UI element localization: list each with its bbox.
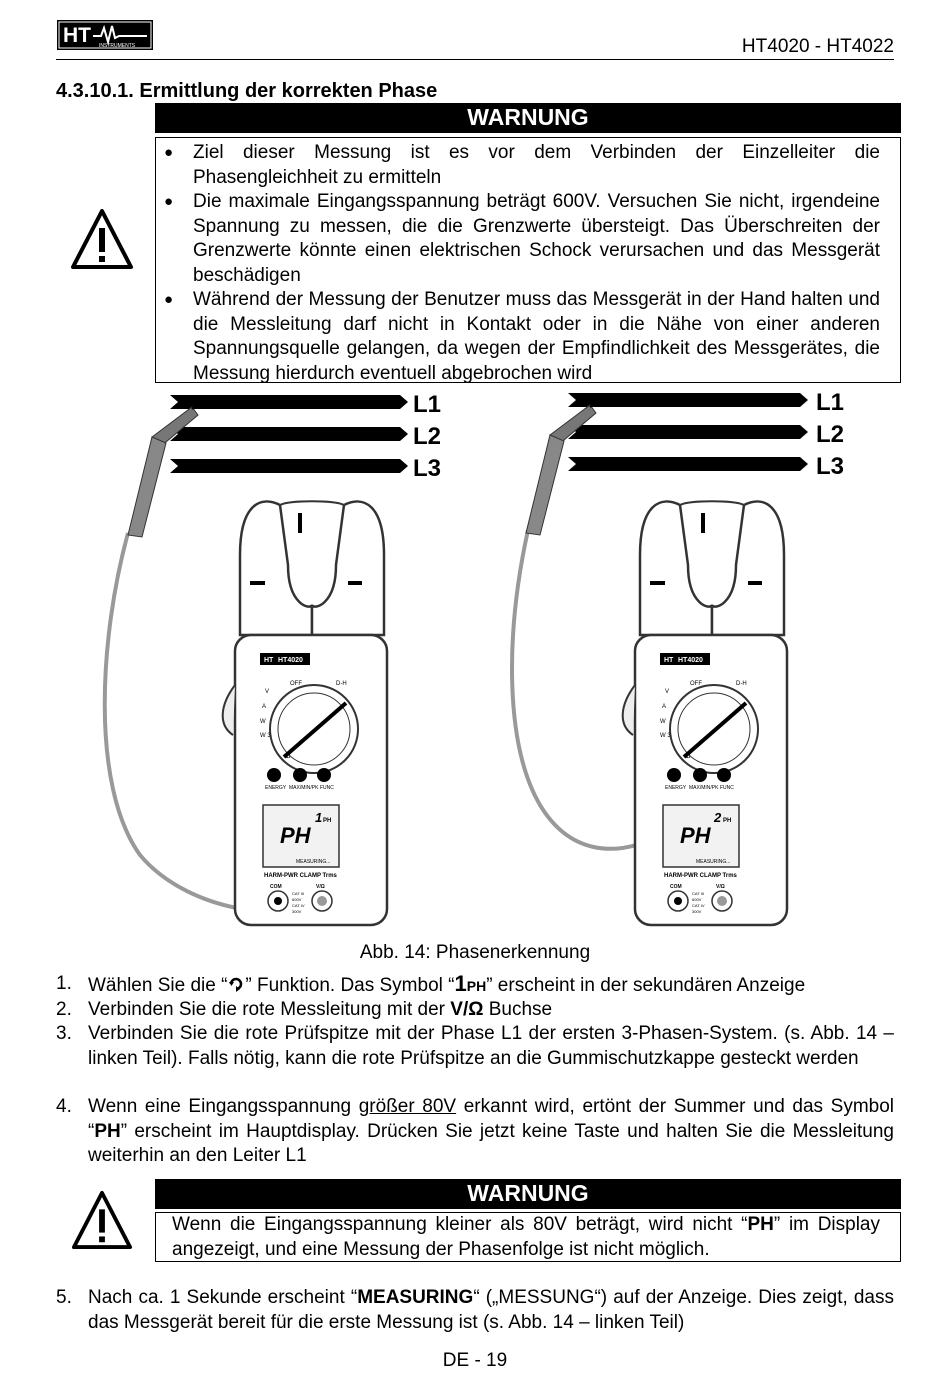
jack-label: V/Ω bbox=[316, 884, 325, 890]
meter-brand: HT bbox=[664, 657, 674, 664]
warning-triangle-icon bbox=[70, 208, 134, 270]
warning-title: WARNUNG bbox=[155, 103, 901, 133]
phase-label: L1 bbox=[413, 391, 442, 418]
clamp-meter-right bbox=[623, 501, 787, 925]
clamp-meter-left bbox=[223, 501, 387, 925]
dial-label: D-H bbox=[736, 681, 747, 687]
dial-label: A bbox=[662, 704, 667, 710]
lcd-main: PH bbox=[680, 823, 711, 848]
warning-triangle-icon bbox=[70, 1190, 134, 1250]
dial-label: W 3 bbox=[660, 733, 671, 739]
jack-label: COM bbox=[270, 884, 282, 890]
warning-title: WARNUNG bbox=[155, 1179, 901, 1209]
rating-label: 600V bbox=[692, 897, 702, 902]
dial-label: D-H bbox=[336, 681, 347, 687]
page-number: DE - 19 bbox=[442, 1350, 508, 1371]
rating-label: 300V bbox=[292, 909, 302, 914]
warning-box: ● Ziel dieser Messung ist es vor dem Verbinden der Einzelleiter die Phasengleichheit zu ermitteln ● Die maximale Eingangsspannung beträgt 600V. Versuchen Sie nicht, irgendeine Spannung zu messen, die die Grenzwerte übersteigt. Das Überschreiten der Grenzwerte könnte einen elektrischen Schock verursachen und das Messgerät beschädigen ● Während der Messung der Benutzer muss das Messgerät in der Hand halten und die Messleitung darf nicht in Kontakt oder in die Nähe von einer anderen Spannungsquelle gelangen, da wegen der Empfindlichkeit des Messgerätes, die Messung hierdurch eventuell abgebrochen wird bbox=[155, 137, 901, 383]
step-number: 2. bbox=[56, 999, 72, 1020]
dial-label: Ω bbox=[286, 754, 291, 760]
button-label: MAX/MIN/PK bbox=[689, 785, 719, 791]
warning-bullet: Ziel dieser Messung ist es vor dem Verbinden der Einzelleiter die Phasengleichheit zu ermitteln bbox=[193, 142, 880, 188]
section-title: 4.3.10.1. Ermittlung der korrekten Phase bbox=[56, 80, 438, 102]
dial-label: OFF bbox=[290, 681, 302, 687]
jack-label: V/Ω bbox=[716, 884, 725, 890]
logo-sub: INSTRUMENTS bbox=[99, 43, 136, 49]
button-label: ENERGY bbox=[265, 785, 287, 791]
step-2: 2. Verbinden Sie die rote Messleitung mit der V/Ω Buchse bbox=[56, 998, 894, 1023]
step-number: 5. bbox=[56, 1287, 72, 1308]
step-number: 3. bbox=[56, 1023, 72, 1044]
lcd-sub-num: 2 bbox=[714, 810, 722, 825]
phase-label: L2 bbox=[816, 421, 845, 448]
rating-label: 300V bbox=[692, 909, 702, 914]
symbol-unit: PH bbox=[466, 978, 487, 994]
step-4: 4. Wenn eine Eingangsspannung größer 80V erkannt wird, ertönt der Summer und das Symbol “PH” erscheint im Hauptdisplay. Drücken Sie jetzt keine Taste und halten Sie die Messleitung weiterhin an den Leiter L1 bbox=[56, 1096, 895, 1166]
phase-label: L3 bbox=[816, 453, 845, 480]
lcd-sub-unit: PH bbox=[723, 818, 732, 824]
header-rule bbox=[56, 59, 894, 60]
rating-label: CAT IV bbox=[692, 903, 705, 908]
conductors-right bbox=[568, 389, 844, 480]
symbol-num: 1 bbox=[454, 971, 467, 996]
warning-bullet: Die maximale Eingangsspannung beträgt 600V. Versuchen Sie nicht, irgendeine Spannung zu messen, die die Grenzwerte übersteigt. Das Überschreiten der Grenzwerte könnte einen elektrischen Schock verursachen und das Messgerät beschädigen bbox=[193, 191, 880, 286]
lcd-sub-num: 1 bbox=[315, 810, 323, 825]
meter-footer: HARM-PWR CLAMP Trms bbox=[264, 873, 337, 879]
lcd-main: PH bbox=[280, 823, 311, 848]
document-id: HT4020 - HT4022 bbox=[741, 36, 894, 57]
button-label: ENERGY bbox=[665, 785, 687, 791]
dial-label: W bbox=[660, 719, 666, 725]
phase-rotation-icon bbox=[227, 975, 245, 993]
step-1: 1. Wählen Sie die “ ” Funktion. Das Symbol “1PH” erscheint in der sekundären Anzeige bbox=[56, 971, 806, 996]
phase-label: L3 bbox=[413, 455, 442, 482]
figure-caption: Abb. 14: Phasenerkennung bbox=[359, 942, 591, 963]
dial-label: OFF bbox=[690, 681, 702, 687]
conductors-left bbox=[170, 391, 441, 482]
dial-label: V bbox=[665, 689, 670, 695]
ht-logo bbox=[57, 20, 153, 50]
rating-label: CAT III bbox=[292, 891, 305, 896]
dial-label: W 3 bbox=[260, 733, 271, 739]
rating-label: CAT IV bbox=[292, 903, 305, 908]
meter-footer: HARM-PWR CLAMP Trms bbox=[664, 873, 737, 879]
step-number: 4. bbox=[56, 1096, 72, 1117]
meter-model: HT4020 bbox=[278, 657, 303, 664]
rating-label: CAT III bbox=[692, 891, 705, 896]
phase-detection-figure bbox=[100, 385, 860, 940]
step-number: 1. bbox=[56, 973, 72, 994]
jack-label: COM bbox=[670, 884, 682, 890]
meter-brand: HT bbox=[264, 657, 274, 664]
lcd-sub-unit: PH bbox=[323, 818, 332, 824]
logo-text: HT bbox=[63, 24, 91, 47]
button-label: FUNC bbox=[320, 785, 334, 791]
phase-label: L1 bbox=[816, 389, 845, 416]
dial-label: W bbox=[260, 719, 266, 725]
dial-label: A bbox=[262, 704, 267, 710]
step-5: 5. Nach ca. 1 Sekunde erscheint “MEASURING“ („MESSUNG“) auf der Anzeige. Dies zeigt, dass das Messgerät bereit für die erste Messung ist (s. Abb. 14 – linken Teil) bbox=[56, 1287, 895, 1333]
warning-bullet: Während der Messung der Benutzer muss das Messgerät in der Hand halten und die Messleitung darf nicht in Kontakt oder in die Nähe von einer anderen Spannungsquelle gelangen, da wegen der Empfindlichkeit des Messgerätes, die Messung hierdurch eventuell abgebrochen wird bbox=[193, 289, 880, 384]
warning-text: Wenn die Eingangsspannung kleiner als 80V beträgt, wird nicht “PH” im Display angezeigt, und eine Messung der Phasenfolge ist nicht möglich. bbox=[172, 1214, 880, 1260]
rating-label: 600V bbox=[292, 897, 302, 902]
button-label: MAX/MIN/PK bbox=[289, 785, 319, 791]
lcd-status: MEASURING... bbox=[296, 859, 331, 865]
lcd-status: MEASURING... bbox=[696, 859, 731, 865]
dial-label: V bbox=[265, 689, 270, 695]
dial-label: Ω bbox=[686, 754, 691, 760]
step-3: 3. Verbinden Sie die rote Prüfspitze mit der Phase L1 der ersten 3-Phasen-System. (s. Abb. 14 – linken Teil). Falls nötig, kann die rote Prüfspitze an die Gummischutzkappe gesteckt werden bbox=[56, 1023, 894, 1069]
meter-model: HT4020 bbox=[678, 657, 703, 664]
phase-label: L2 bbox=[413, 423, 442, 450]
button-label: FUNC bbox=[720, 785, 734, 791]
